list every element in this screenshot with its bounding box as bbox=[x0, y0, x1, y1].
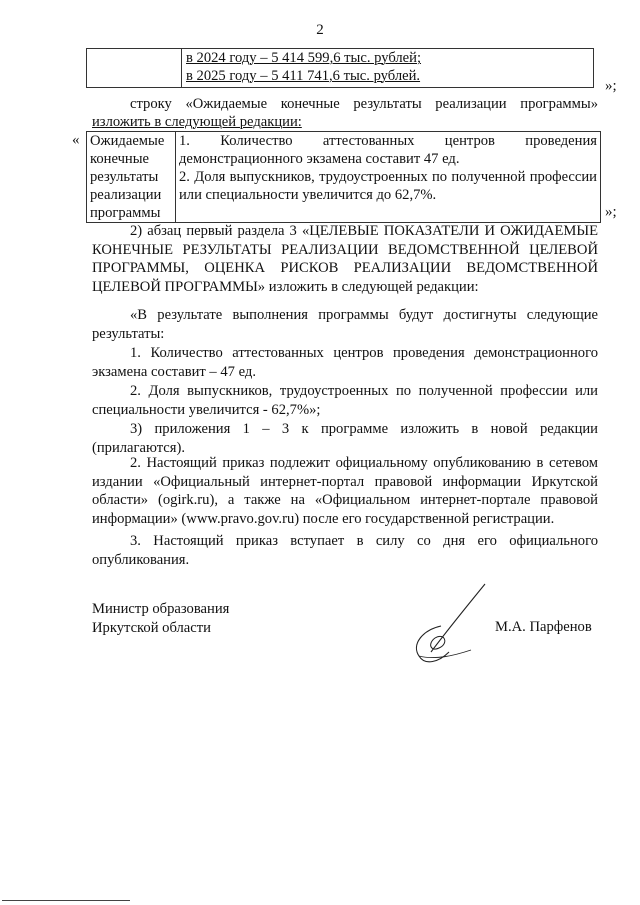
funding-table-left-cell bbox=[87, 49, 182, 88]
table2-closing-quote: »; bbox=[605, 204, 617, 220]
expected-results-table bbox=[86, 131, 601, 223]
intro-line-2: изложить в следующей редакции: bbox=[92, 114, 302, 130]
paragraph-publication: 2. Настоящий приказ подлежит официальному опубликованию в сетевом издании «Официальный интернет-портал правовой информации Иркутской области» (ogirk.ru), а также на «Официальном интернет-портале правовой информации» (www.pravo.gov.ru) после его государственной регистрации. bbox=[92, 455, 598, 527]
page-number: 2 bbox=[316, 22, 324, 38]
expected-result-item-2: 2. Доля выпускников, трудоустроенных по полученной профессии или специальности увеличится до 62,7%. bbox=[179, 169, 597, 203]
paragraph-effect: 3. Настоящий приказ вступает в силу со дня его официального опубликования. bbox=[92, 533, 598, 568]
signatory-title bbox=[92, 600, 229, 638]
funding-table bbox=[86, 48, 594, 88]
paragraph-appendices: 3) приложения 1 – 3 к программе изложить в новой редакции (прилагаются). bbox=[92, 421, 598, 456]
expected-results-label-cell: Ожидаемые конечные результаты реализации программы bbox=[87, 132, 176, 223]
paragraph-result-1: 1. Количество аттестованных центров проведения демонстрационного экзамена составит – 47 ед. bbox=[92, 345, 598, 380]
signatory-title-line-1: Министр образования bbox=[92, 601, 230, 617]
signatory-title-line-2: Иркутской области bbox=[92, 620, 211, 636]
handwritten-signature bbox=[405, 578, 495, 670]
expected-result-item-1: 1. Количество аттестованных центров проведения демонстрационного экзамена составит 47 ед. bbox=[179, 133, 597, 167]
expected-results-content-cell bbox=[176, 132, 601, 223]
footer-divider bbox=[2, 900, 130, 901]
paragraph-result-2: 2. Доля выпускников, трудоустроенных по полученной профессии или специальности увеличится - 62,7%»; bbox=[92, 383, 598, 418]
signatory-name: М.А. Парфенов bbox=[495, 619, 592, 635]
funding-table-right-cell bbox=[182, 49, 594, 88]
funding-2025-line: в 2025 году – 5 411 741,6 тыс. рублей. bbox=[186, 68, 421, 84]
funding-2024-line: в 2024 году – 5 414 599,6 тыс. рублей; bbox=[186, 50, 422, 66]
table1-closing-quote: »; bbox=[605, 78, 617, 94]
table2-open-quote: « bbox=[72, 132, 80, 148]
paragraph-section3: 2) абзац первый раздела 3 «ЦЕЛЕВЫЕ ПОКАЗАТЕЛИ И ОЖИДАЕМЫЕ КОНЕЧНЫЕ РЕЗУЛЬТАТЫ РЕАЛИЗАЦИИ ВЕДОМСТВЕННОЙ ЦЕЛЕВОЙ ПРОГРАММЫ, ОЦЕНКА РИСКОВ РЕАЛИЗАЦИИ ВЕДОМСТВЕННОЙ ЦЕЛЕВОЙ ПРОГРАММЫ» изложить в следующей редакции: bbox=[92, 223, 598, 295]
paragraph-results-intro: «В результате выполнения программы будут достигнуты следующие результаты: bbox=[92, 307, 598, 342]
intro-line-1: строку «Ожидаемые конечные результаты реализации программы» bbox=[130, 96, 598, 112]
